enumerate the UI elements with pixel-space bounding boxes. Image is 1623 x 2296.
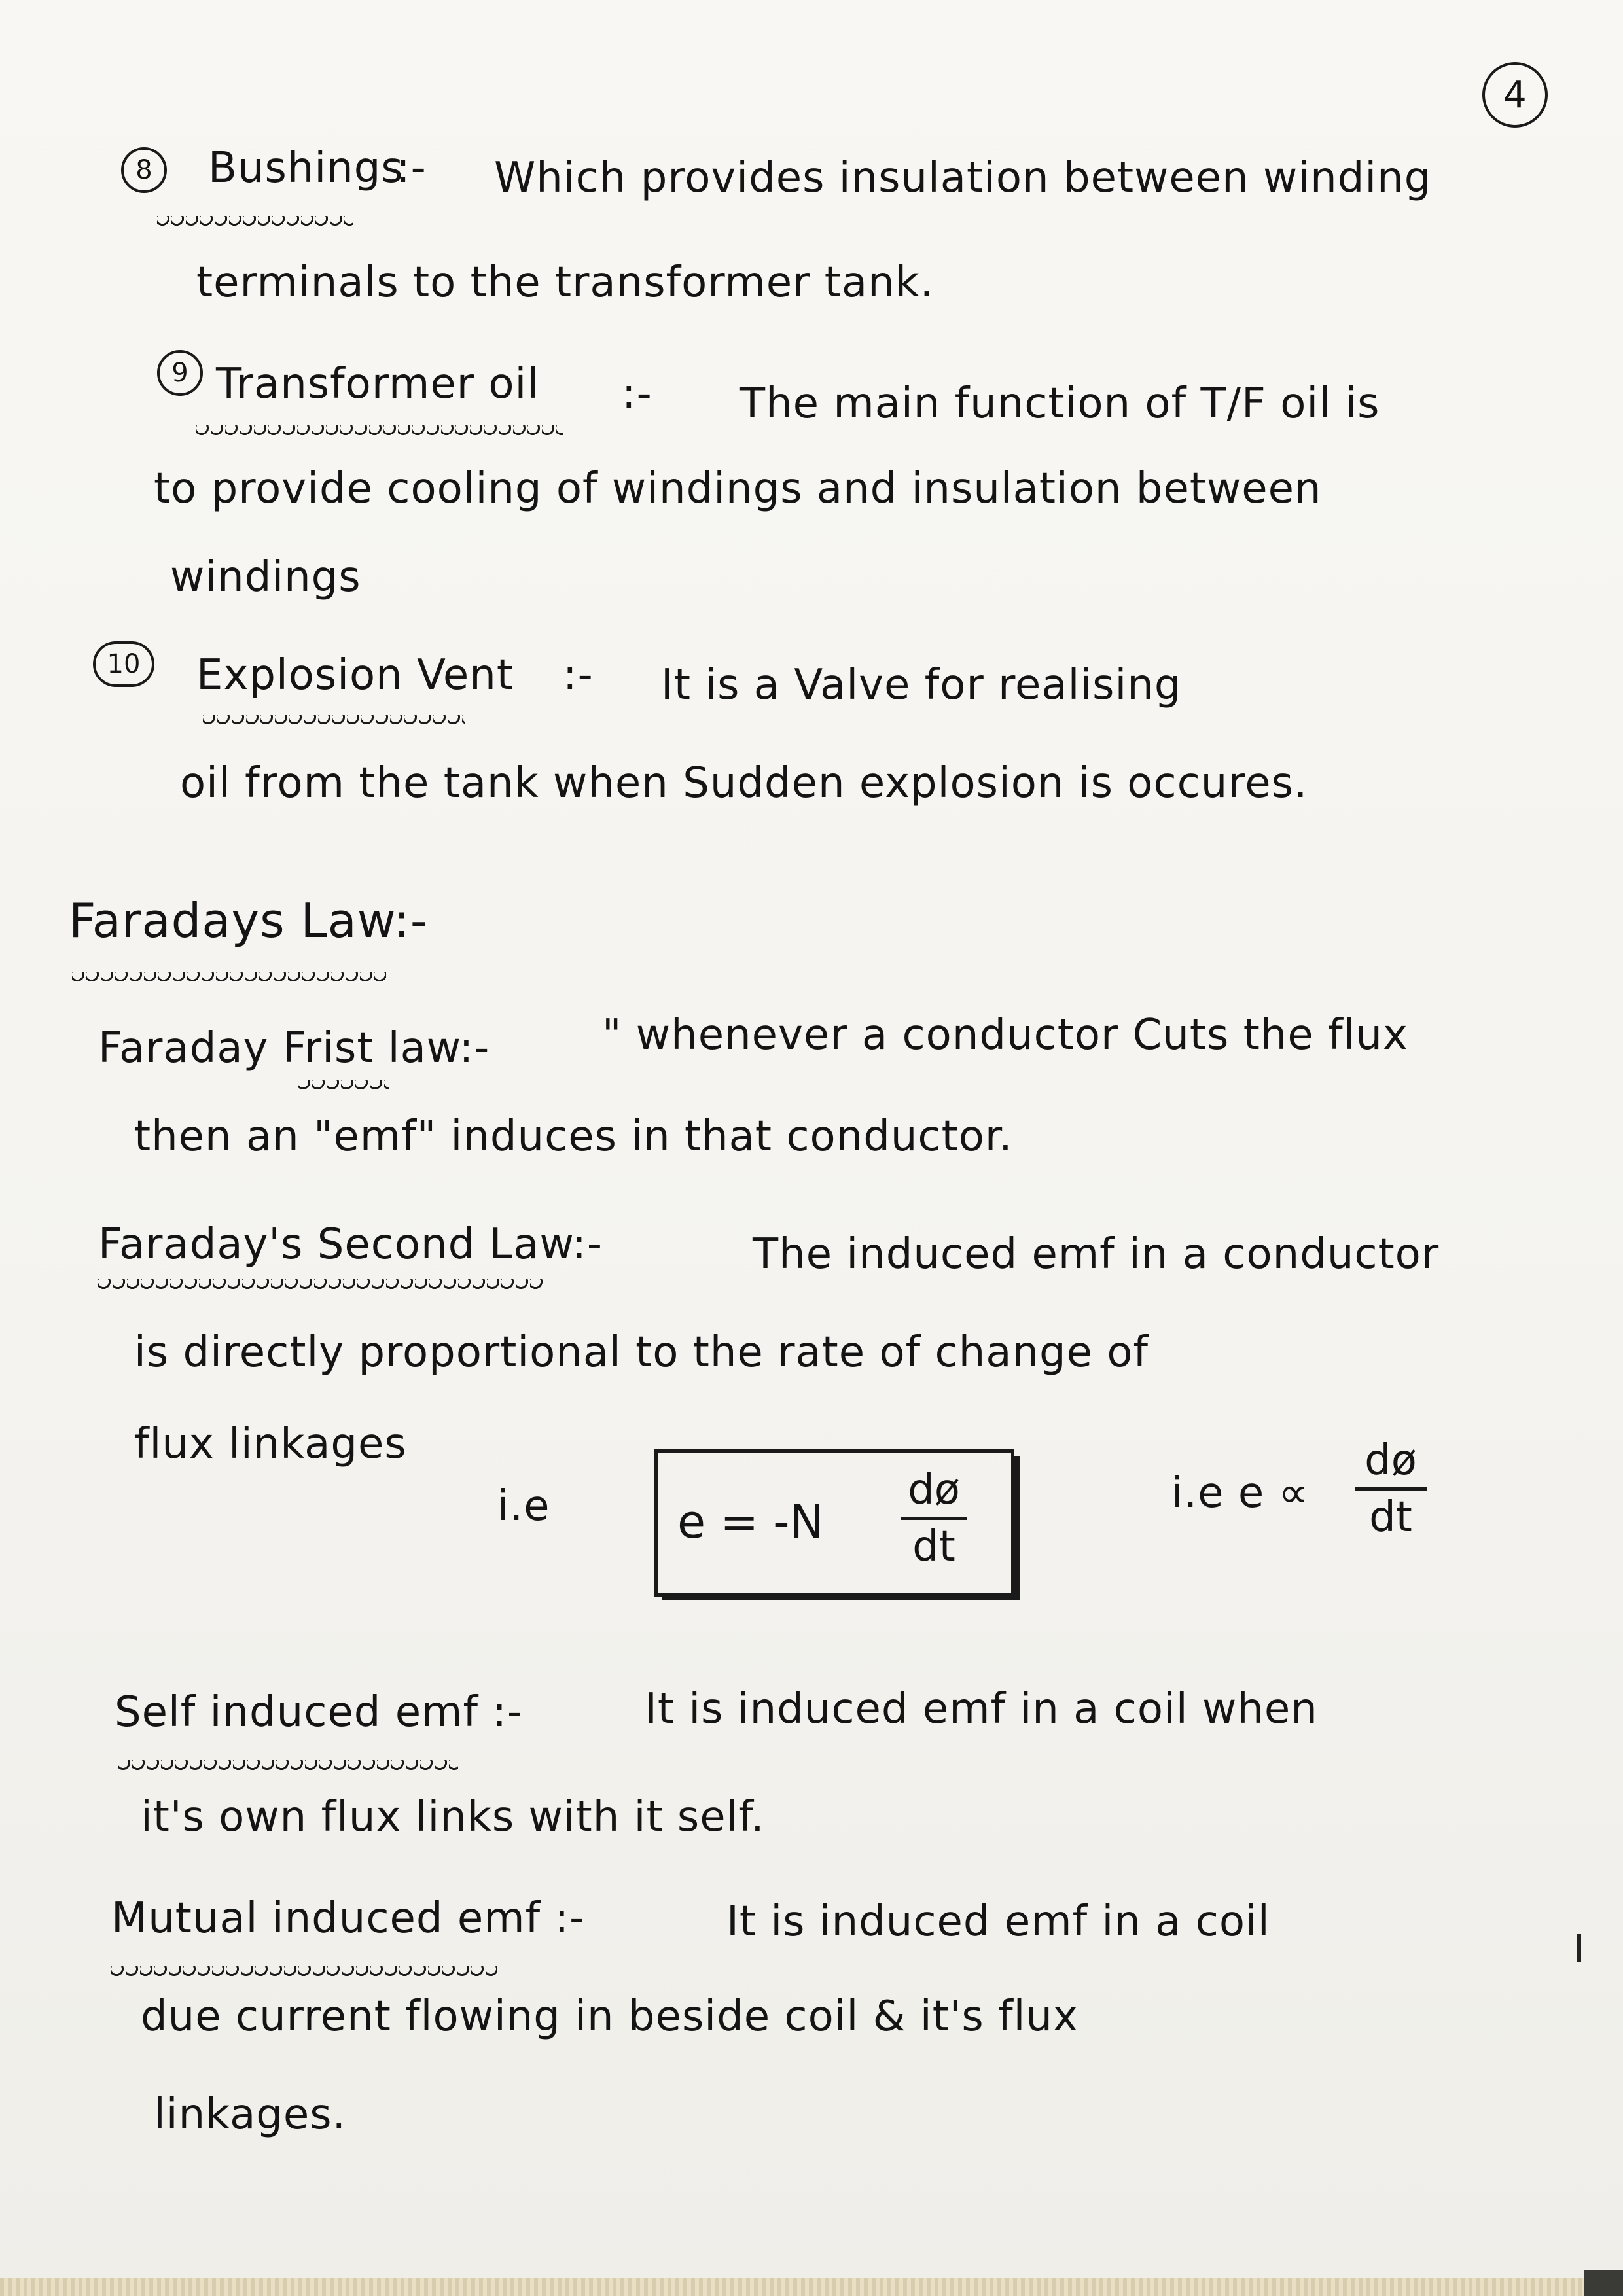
item-number-8: 8: [121, 147, 167, 193]
mutual-induced-term: Mutual induced emf :-: [111, 1894, 586, 1943]
transformer-oil-separator: :-: [622, 370, 652, 418]
faraday-second-law-text3: flux linkages: [134, 1420, 407, 1468]
transformer-oil-text-line1: The main function of T/F oil is: [740, 380, 1380, 428]
faraday-first-law-text2: then an "emf" induces in that conductor.: [134, 1112, 1013, 1161]
self-induced-text1: It is induced emf in a coil when: [645, 1685, 1318, 1733]
formula-box: [654, 1449, 1014, 1597]
faraday-second-law-underline: [98, 1279, 543, 1291]
faraday-second-law-text2: is directly proportional to the rate of change of: [134, 1328, 1149, 1377]
proportional-label: i.e e ∝: [1171, 1469, 1310, 1517]
explosion-vent-separator: :-: [563, 651, 594, 699]
transformer-oil-term: Transformer oil: [216, 360, 540, 408]
page-corner-shadow: [1584, 2270, 1623, 2296]
page-bottom-edge: [0, 2278, 1623, 2296]
faraday-first-law-term: Faraday Frist law:-: [98, 1024, 490, 1072]
ie-label: i.e: [497, 1482, 550, 1530]
formula-numerator: dø: [908, 1466, 960, 1514]
explosion-vent-underline: [203, 715, 465, 726]
self-induced-term: Self induced emf :-: [115, 1688, 523, 1737]
proportional-fraction: [1355, 1436, 1427, 1542]
bushings-text-line1: Which provides insulation between winding: [494, 154, 1432, 202]
bushings-text-line2: terminals to the transformer tank.: [196, 258, 935, 307]
explosion-vent-text-line1: It is a Valve for realising: [661, 661, 1182, 709]
faradays-law-underline: [72, 972, 386, 983]
formula-fraction: [901, 1466, 967, 1571]
faraday-first-law-underline: [298, 1080, 389, 1091]
fraction-bar: [901, 1517, 967, 1520]
item-number-10: 10: [93, 641, 154, 687]
self-induced-underline: [118, 1760, 458, 1772]
proportional-fraction-bar: [1355, 1487, 1427, 1491]
formula-denominator: dt: [912, 1523, 955, 1571]
faradays-law-heading: Faradays Law:-: [69, 893, 428, 948]
item-number-9: 9: [157, 350, 203, 396]
bushings-term: Bushings: [208, 144, 404, 192]
explosion-vent-term: Explosion Vent: [196, 651, 514, 699]
faraday-first-law-text1: " whenever a conductor Cuts the flux: [602, 1011, 1408, 1059]
bushings-underline: [157, 216, 353, 228]
transformer-oil-text-line2: to provide cooling of windings and insulation between: [154, 465, 1322, 513]
faraday-second-law-text1: The induced emf in a conductor: [753, 1230, 1440, 1279]
self-induced-text2: it's own flux links with it self.: [141, 1793, 765, 1841]
mutual-induced-text3: linkages.: [154, 2091, 346, 2139]
mutual-induced-text2: due current flowing in beside coil & it's flux: [141, 1992, 1079, 2041]
page-number: 4: [1482, 62, 1548, 128]
bushings-separator: :-: [396, 144, 427, 192]
proportional-numerator: dø: [1364, 1436, 1417, 1485]
formula-lhs: e = -N: [677, 1495, 824, 1549]
explosion-vent-text-line2: oil from the tank when Sudden explosion is occures.: [180, 759, 1308, 807]
transformer-oil-text-line3: windings: [170, 553, 361, 601]
mutual-induced-text1: It is induced emf in a coil: [726, 1898, 1270, 1946]
mutual-induced-underline: [111, 1966, 497, 1978]
margin-mark: [1577, 1934, 1581, 1962]
faraday-second-law-term: Faraday's Second Law:-: [98, 1220, 603, 1269]
transformer-oil-underline: [196, 425, 563, 437]
proportional-denominator: dt: [1369, 1493, 1412, 1542]
